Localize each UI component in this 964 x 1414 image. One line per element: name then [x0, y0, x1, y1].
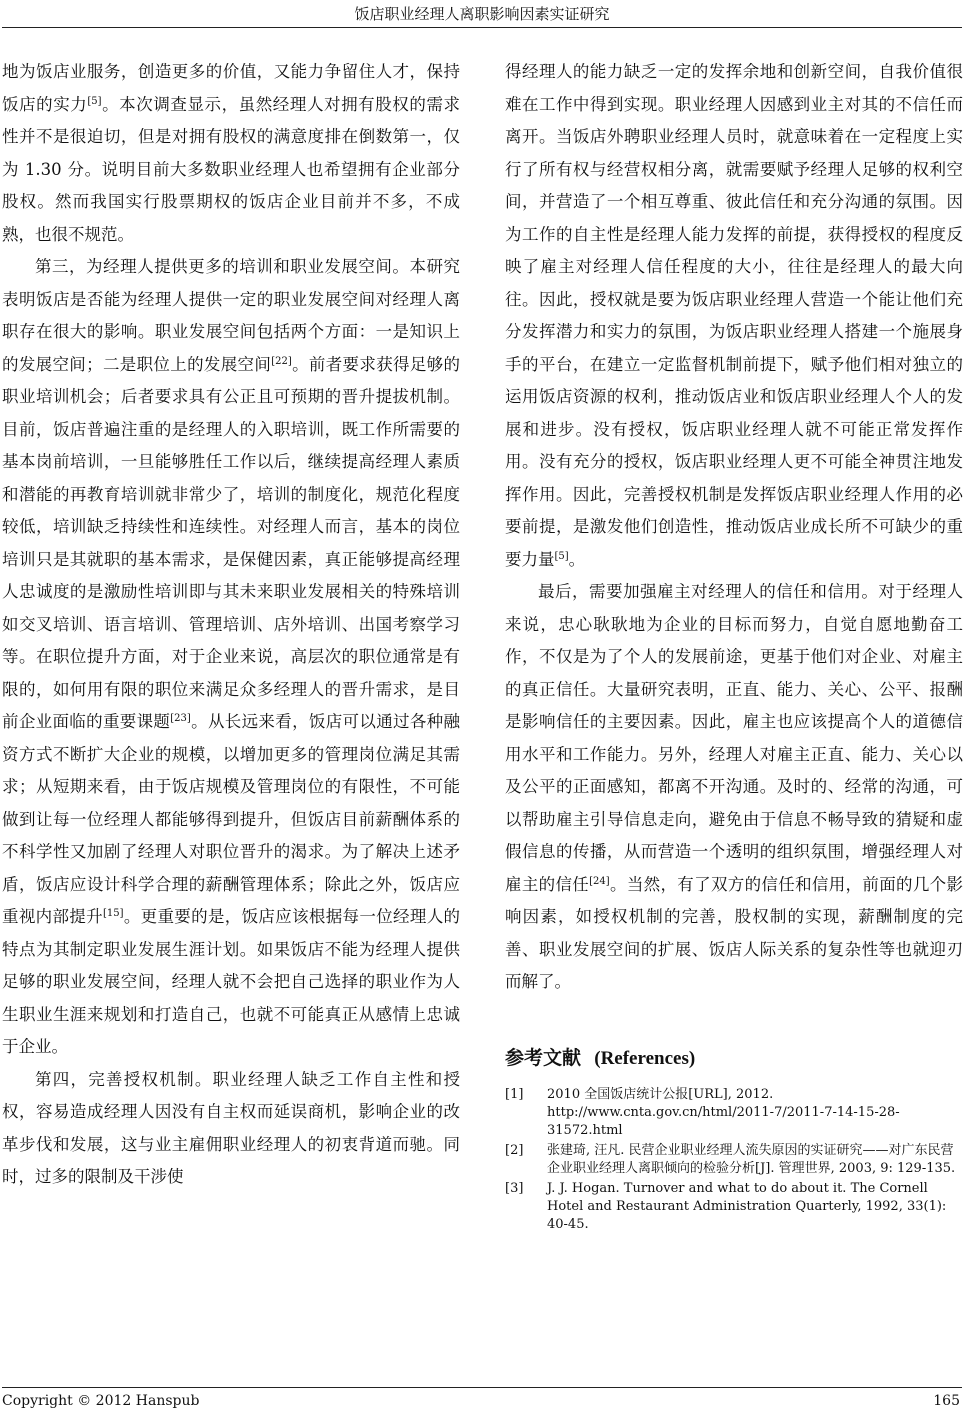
citation[interactable]: [5]: [554, 550, 569, 562]
citation[interactable]: [22]: [271, 355, 292, 367]
paragraph: 得经理人的能力缺乏一定的发挥余地和创新空间，自我价值很难在工作中得到实现。职业经理人因感到业主对其的不信任而离开。当饭店外聘职业经理人员时，就意味着在一定程度上实行了所有权与经营权相分离，就需要赋予经理人足够的权利空间，并营造了一个相互尊重、彼此信任和充分沟通的氛围。因为工作的自主性是经理人能力发挥的前提，获得授权的程度反映了雇主对经理人信任程度的大小，往往是经理人的最大向往。因此，授权就是要为饭店职业经理人营造一个能让他们充分发挥潜力和实力的氛围，为饭店职业经理人搭建一个施展身手的平台，在建立一定监督机制前提下，赋予他们相对独立的运用饭店资源的权利，推动饭店业和饭店职业经理人个人的发展和进步。没有授权，饭店职业经理人就不可能正常发挥作用。没有充分的授权，饭店职业经理人更不可能全神贯注地发挥作用。因此，完善授权机制是发挥饭店职业经理人作用的必要前提，是激发他们创造性，推动饭店业成长所不可缺少的重要力量[5]。: [505, 62, 963, 569]
running-title: 饭店职业经理人离职影响因素实证研究: [354, 5, 610, 23]
page-number: 165: [933, 1393, 960, 1409]
footer-rule: [2, 1387, 962, 1388]
header-rule: [2, 27, 962, 28]
citation[interactable]: [23]: [170, 713, 191, 724]
citation[interactable]: [15]: [102, 908, 124, 919]
citation[interactable]: [24]: [589, 875, 610, 887]
left-column: [2, 56, 460, 1194]
reference-item: [505, 1142, 963, 1178]
reference-item: [505, 1086, 963, 1140]
right-column: [505, 56, 963, 1236]
copyright-notice: Copyright © 2012 Hanspub: [2, 1393, 200, 1409]
references-list: [505, 1086, 963, 1234]
reference-text: 张建琦, 汪凡. 民营企业职业经理人流失原因的实证研究——对广东民营企业职业经理人离职倾向的检验分析[J]. 管理世界, 2003, 9: 129-135.: [547, 1142, 956, 1176]
paragraph: 地为饭店业服务，创造更多的价值，又能力争留住人才，保持饭店的实力[5]。本次调查显示，虽然经理人对拥有股权的需求性并不是很迫切，但是对拥有股权的满意度排在倒数第一，仅为 1.30 分。说明目前大多数职业经理人也希望拥有企业部分股权。然而我国实行股票期权的饭店企业目前并不多，不成熟，也很不规范。: [2, 62, 461, 244]
paragraph: 第三，为经理人提供更多的培训和职业发展空间。本研究表明饭店是否能为经理人提供一定的职业发展空间对经理人离职存在很大的影响。职业发展空间包括两个方面：一是知识上的发展空间；二是职位上的发展空间[22]。前者要求获得足够的职业培训机会；后者要求具有公正且可预期的晋升提拔机制。目前，饭店普遍注重的是经理人的入职培训，既工作所需要的基本岗前培训，一旦能够胜任工作以后，继续提高经理人素质和潜能的再教育培训就非常少了，培训的制度化，规范化程度较低，培训缺乏持续性和连续性。对经理人而言，基本的岗位培训只是其就职的基本需求，是保健因素，真正能够提高经理人忠诚度的是激励性培训即与其未来职业发展相关的特殊培训如交叉培训、语言培训、管理培训、店外培训、出国考察学习等。在职位提升方面，对于企业来说，高层次的职位通常是有限的，如何用有限的职位来满足众多经理人的晋升需求，是目前企业面临的重要课题[23]。从长远来看，饭店可以通过各种融资方式不断扩大企业的规模，以增加更多的管理岗位满足其需求；从短期来看，由于饭店规模及管理岗位的有限性，不可能做到让每一位经理人都能够得到提升，但饭店目前薪酬体系的不科学性又加剧了经理人对职位晋升的渴求。为了解决上述矛盾，饭店应设计科学合理的薪酬管理体系；除此之外，饭店应重视内部提升[15]。更重要的是，饭店应该根据每一位经理人的特点为其制定职业发展生涯计划。如果饭店不能为经理人提供足够的职业发展空间，经理人就不会把自己选择的职业作为人生职业生涯来规划和打造自己，也就不可能真正从感情上忠诚于企业。: [2, 257, 461, 1056]
reference-text: 2010 全国饭店统计公报[URL], 2012. http://www.cnta.gov.cn/html/2011-7/2011-7-14-15-28-31572.html: [547, 1086, 900, 1138]
reference-number: [1]: [505, 1086, 524, 1102]
references-heading: 参考文献 (References): [505, 1046, 696, 1069]
reference-text: J. J. Hogan. Turnover and what to do about it. The Cornell Hotel and Restaurant Administration Quarterly, 1992, 33(1): 40-45.: [547, 1180, 947, 1232]
paragraph: 第四，完善授权机制。职业经理人缺乏工作自主性和授权，容易造成经理人因没有自主权而延误商机，影响企业的改革步伐和发展，这与业主雇佣职业经理人的初衷背道而驰。同时，过多的限制及干涉使: [2, 1069, 460, 1186]
citation[interactable]: [5]: [87, 95, 102, 107]
paragraph: 最后，需要加强雇主对经理人的信任和信用。对于经理人来说，忠心耿耿地为企业的目标而努力，自觉自愿地勤奋工作，不仅是为了个人的发展前途，更基于他们对企业、对雇主的真正信任。大量研究表明，正直、能力、关心、公平、报酬是影响信任的主要因素。因此，雇主也应该提高个人的道德信用水平和工作能力。另外，经理人对雇主正直、能力、关心以及公平的正面感知，都离不开沟通。及时的、经常的沟通，可以帮助雇主引导信息走向，避免由于信息不畅导致的猜疑和虚假信息的传播，从而营造一个透明的组织氛围，增强经理人对雇主的信任[24]。当然，有了双方的信任和信用，前面的几个影响因素，如授权机制的完善，股权制的实现，薪酬制度的完善、职业发展空间的扩展、饭店人际关系的复杂性等也就迎刃而解了。: [505, 582, 964, 991]
reference-item: [505, 1180, 963, 1234]
reference-number: [3]: [505, 1180, 524, 1196]
reference-number: [2]: [505, 1142, 524, 1158]
